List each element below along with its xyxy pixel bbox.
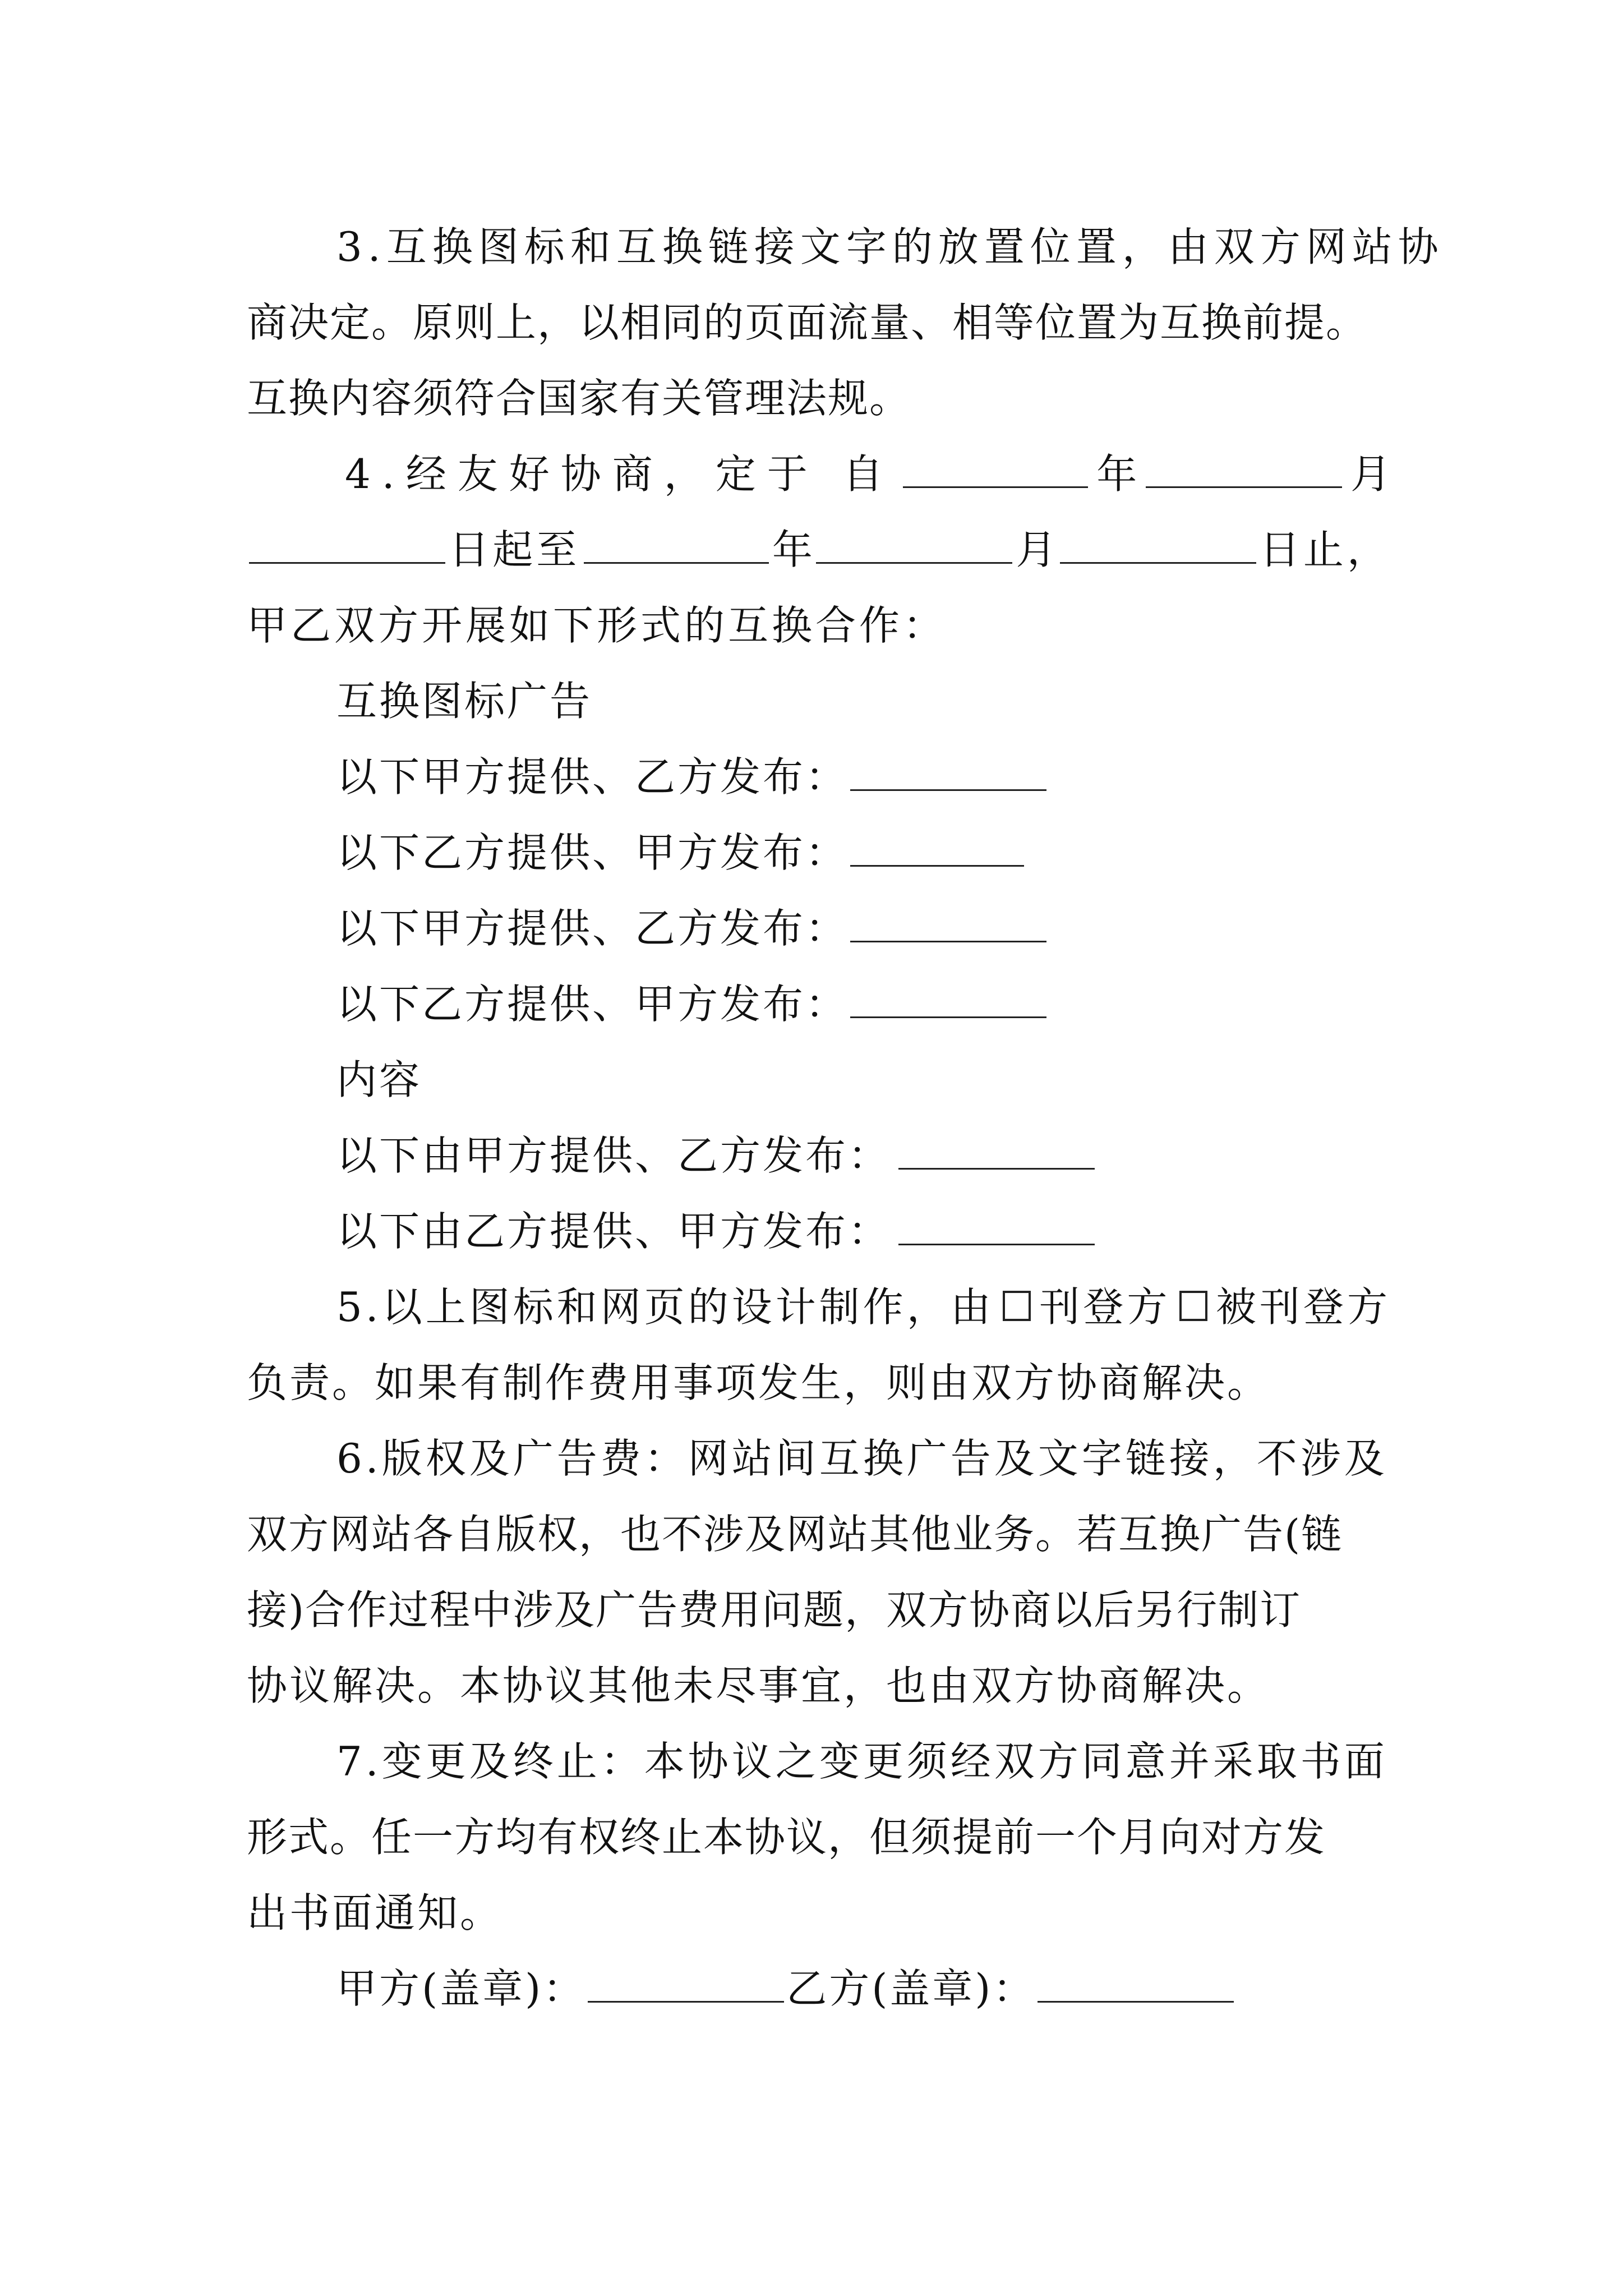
section-icon-ads-heading: 互换图标广告 [336, 678, 593, 725]
item3-line1 [336, 219, 1444, 275]
item3-line2-text: 商决定。原则上，以相同的页面流量、相等位置为互换前提。 [247, 299, 1368, 346]
content-row-blank[interactable] [898, 1244, 1095, 1245]
content-row-label: 以下由甲方提供、乙方发布： [336, 1132, 891, 1179]
item6-line2 [247, 1506, 1391, 1562]
item5-part3: 被刊登方 [1215, 1283, 1391, 1331]
icon-row-blank[interactable] [850, 865, 1024, 867]
item6-line2-text: 双方网站各自版权，也不涉及网站其他业务。若互换广告(链 [247, 1511, 1343, 1558]
item4-line1 [345, 446, 1391, 502]
item4-month2-label: 月 [1016, 526, 1057, 573]
item6-line4 [247, 1658, 1391, 1714]
item7-line3-text: 出书面通知。 [247, 1889, 503, 1936]
item4-day-until-label: 日止， [1259, 526, 1391, 573]
icon-row-2 [336, 825, 1391, 881]
icon-row-4 [336, 976, 1391, 1032]
item7-line2 [247, 1809, 1391, 1865]
icon-row-label: 以下甲方提供、乙方发布： [336, 905, 849, 952]
end-month-blank[interactable] [816, 562, 1012, 564]
item6-line4-text: 协议解决。本协议其他未尽事宜，也由双方协商解决。 [247, 1662, 1270, 1709]
item6-line1 [336, 1430, 1391, 1487]
section-icon-ads [336, 673, 1391, 729]
party-a-seal-label: 甲方(盖章)： [336, 1965, 586, 2012]
icon-row-1 [336, 749, 1391, 805]
item6-line3-text: 接)合作过程中涉及广告费用问题，双方协商以后另行制订 [247, 1586, 1302, 1634]
publisher-checkbox[interactable] [1003, 1291, 1031, 1321]
icon-row-label: 以下乙方提供、甲方发布： [336, 829, 849, 876]
item4-line2 [247, 522, 1391, 578]
item4-year-label: 年 [1096, 450, 1137, 498]
item4-line3-text: 甲乙双方开展如下形式的互换合作： [247, 602, 947, 649]
party-b-seal-blank[interactable] [1038, 2001, 1234, 2003]
item3-line3-text: 互换内容须符合国家有关管理法规。 [247, 375, 911, 422]
icon-row-label: 以下乙方提供、甲方发布： [336, 981, 849, 1028]
item5-line2-text: 负责。如果有制作费用事项发生，则由双方协商解决。 [247, 1359, 1270, 1406]
icon-row-blank[interactable] [850, 941, 1046, 942]
section-content [336, 1052, 1391, 1108]
item7-line2-text: 形式。任一方均有权终止本协议，但须提前一个月向对方发 [247, 1814, 1326, 1861]
party-b-seal-label: 乙方(盖章)： [786, 1965, 1036, 2012]
item5-part1: 5.以上图标和网页的设计制作，由 [336, 1283, 994, 1331]
item7-line3 [247, 1885, 1391, 1941]
item3-line1-text: 3.互换图标和互换链接文字的放置位置，由双方网站协 [336, 223, 1444, 270]
item4-prefix: 4.经友好协商，定于 自 [345, 450, 895, 498]
content-row-2 [336, 1203, 1391, 1259]
item5-line2 [247, 1355, 1391, 1411]
content-row-blank[interactable] [898, 1168, 1095, 1170]
content-row-label: 以下由乙方提供、甲方发布： [336, 1208, 891, 1255]
item6-line3 [247, 1582, 1391, 1638]
icon-row-blank[interactable] [850, 789, 1046, 791]
item6-line1-text: 6.版权及广告费：网站间互换广告及文字链接，不涉及 [336, 1435, 1388, 1482]
item4-year2-label: 年 [772, 526, 813, 573]
start-day-blank[interactable] [249, 562, 445, 564]
end-day-blank[interactable] [1060, 562, 1256, 564]
start-month-blank[interactable] [1146, 486, 1342, 488]
end-year-blank[interactable] [584, 562, 769, 564]
item7-line1-text: 7.变更及终止：本协议之变更须经双方同意并采取书面 [336, 1738, 1388, 1785]
item4-month-label: 月 [1350, 450, 1391, 498]
icon-row-label: 以下甲方提供、乙方发布： [336, 753, 849, 800]
item4-line3 [247, 597, 1391, 654]
icon-row-3 [336, 900, 1391, 956]
item5-line1 [336, 1279, 1391, 1335]
item4-day-from-label: 日起至 [449, 526, 580, 573]
item3-line3 [247, 370, 1391, 426]
party-a-seal-blank[interactable] [588, 2001, 784, 2003]
item5-part2: 刊登方 [1039, 1283, 1171, 1331]
signature-line [336, 1961, 1391, 2017]
start-year-blank[interactable] [903, 486, 1088, 488]
section-content-heading: 内容 [336, 1056, 422, 1103]
content-row-1 [336, 1128, 1391, 1184]
icon-row-blank[interactable] [850, 1016, 1046, 1018]
item7-line1 [336, 1733, 1391, 1789]
item3-line2 [247, 295, 1391, 351]
published-party-checkbox[interactable] [1179, 1291, 1207, 1321]
